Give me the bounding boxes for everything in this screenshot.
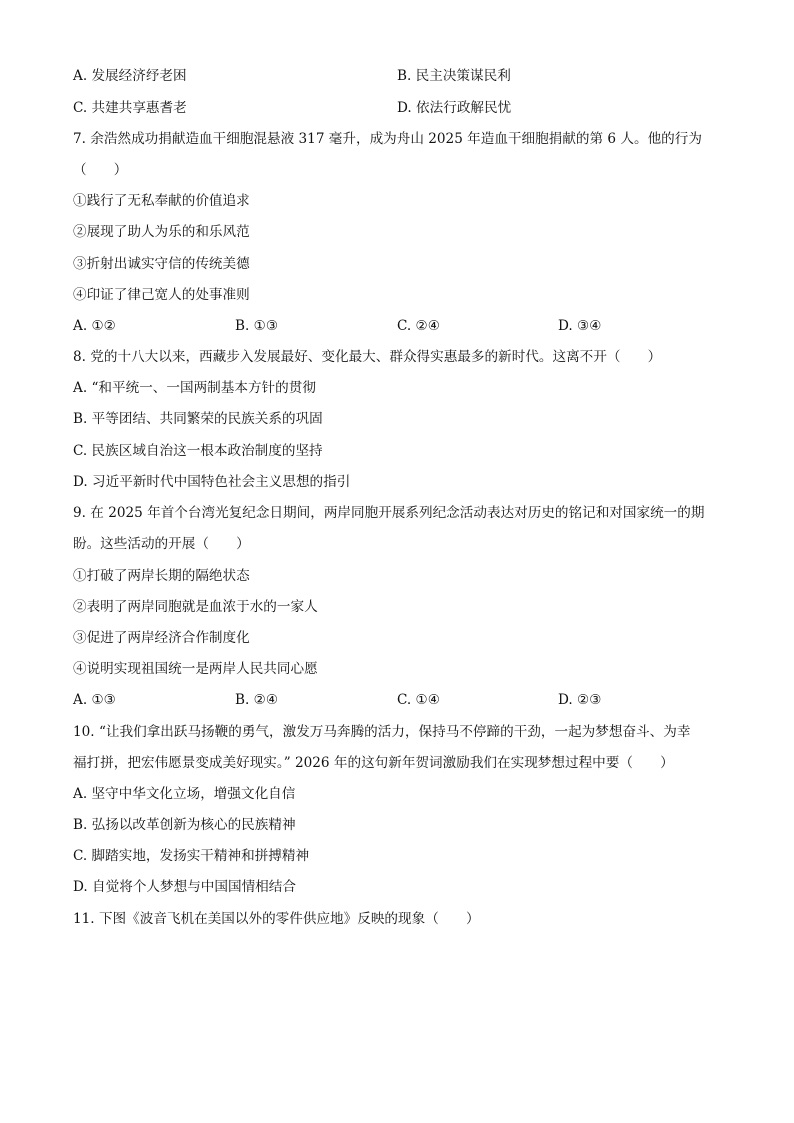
q9-statement-1: ①打破了两岸长期的隔绝状态 [73,568,250,584]
q8-option-b: B. 平等团结、共同繁荣的民族关系的巩固 [73,411,323,427]
q6-option-d: D. 依法行政解民忧 [397,100,512,116]
q7-option-a: A. ①② [73,318,116,334]
q9-stem-line-1: 9. 在 2025 年首个台湾光复纪念日期间，两岸同胞开展系列纪念活动表达对历史的铭记和对国家统一的期 [73,505,705,521]
q9-option-c: C. ①④ [397,692,440,708]
q9-statement-3: ③促进了两岸经济合作制度化 [73,630,250,646]
q7-statement-3: ③折射出诚实守信的传统美德 [73,256,250,272]
q7-option-c: C. ②④ [397,318,440,334]
q7-statement-2: ②展现了助人为乐的和乐风范 [73,224,250,240]
q9-option-a: A. ①③ [73,692,116,708]
q8-option-a: A. “和平统一、一国两制基本方针的贯彻 [73,380,316,396]
q6-options-row-2 [73,98,723,118]
q7-stem-line-1: 7. 余浩然成功捐献造血干细胞混悬液 317 毫升，成为舟山 2025 年造血干细胞捐献的第 6 人。他的行为 [73,131,702,147]
q10-option-d: D. 自觉将个人梦想与中国国情相结合 [73,879,296,895]
q7-option-b: B. ①③ [235,318,279,334]
q8-option-c: C. 民族区域自治这一根本政治制度的坚持 [73,443,323,459]
q10-stem-line-2: 福打拼，把宏伟愿景变成美好现实。” 2026 年的这句新年贺词激励我们在实现梦想过程中要（ ） [73,755,674,771]
q6-option-c: C. 共建共享惠耆老 [73,100,187,116]
q10-option-b: B. 弘扬以改革创新为核心的民族精神 [73,817,296,833]
q8-option-d: D. 习近平新时代中国特色社会主义思想的指引 [73,474,351,490]
q9-statement-4: ④说明实现祖国统一是两岸人民共同心愿 [73,661,318,677]
q10-option-c: C. 脚踏实地，发扬实干精神和拼搏精神 [73,848,310,864]
q7-statement-4: ④印证了律己宽人的处事准则 [73,287,250,303]
q9-option-d: D. ②③ [558,692,602,708]
q9-statement-2: ②表明了两岸同胞就是血浓于水的一家人 [73,599,318,615]
q7-statement-1: ①践行了无私奉献的价值追求 [73,193,250,209]
q6-option-a: A. 发展经济纾老困 [73,68,187,84]
q11-stem: 11. 下图《波音飞机在美国以外的零件供应地》反映的现象（ ） [73,911,480,927]
q8-stem: 8. 党的十八大以来，西藏步入发展最好、变化最大、群众得实惠最多的新时代。这离不开（ ） [73,349,662,365]
q7-option-d: D. ③④ [558,318,602,334]
q10-option-a: A. 坚守中华文化立场，增强文化自信 [73,786,296,802]
q7-stem-line-2: （ ） [73,162,128,178]
q6-options-row-1 [73,66,723,86]
q10-stem-line-1: 10. “让我们拿出跃马扬鞭的勇气，激发万马奔腾的活力，保持马不停蹄的干劲，一起为梦想奋斗、为幸 [73,724,691,740]
q9-option-b: B. ②④ [235,692,279,708]
q9-stem-line-2: 盼。这些活动的开展（ ） [73,536,250,552]
q9-options-row [73,690,723,710]
q7-options-row [73,316,723,336]
q6-option-b: B. 民主决策谋民利 [397,68,511,84]
